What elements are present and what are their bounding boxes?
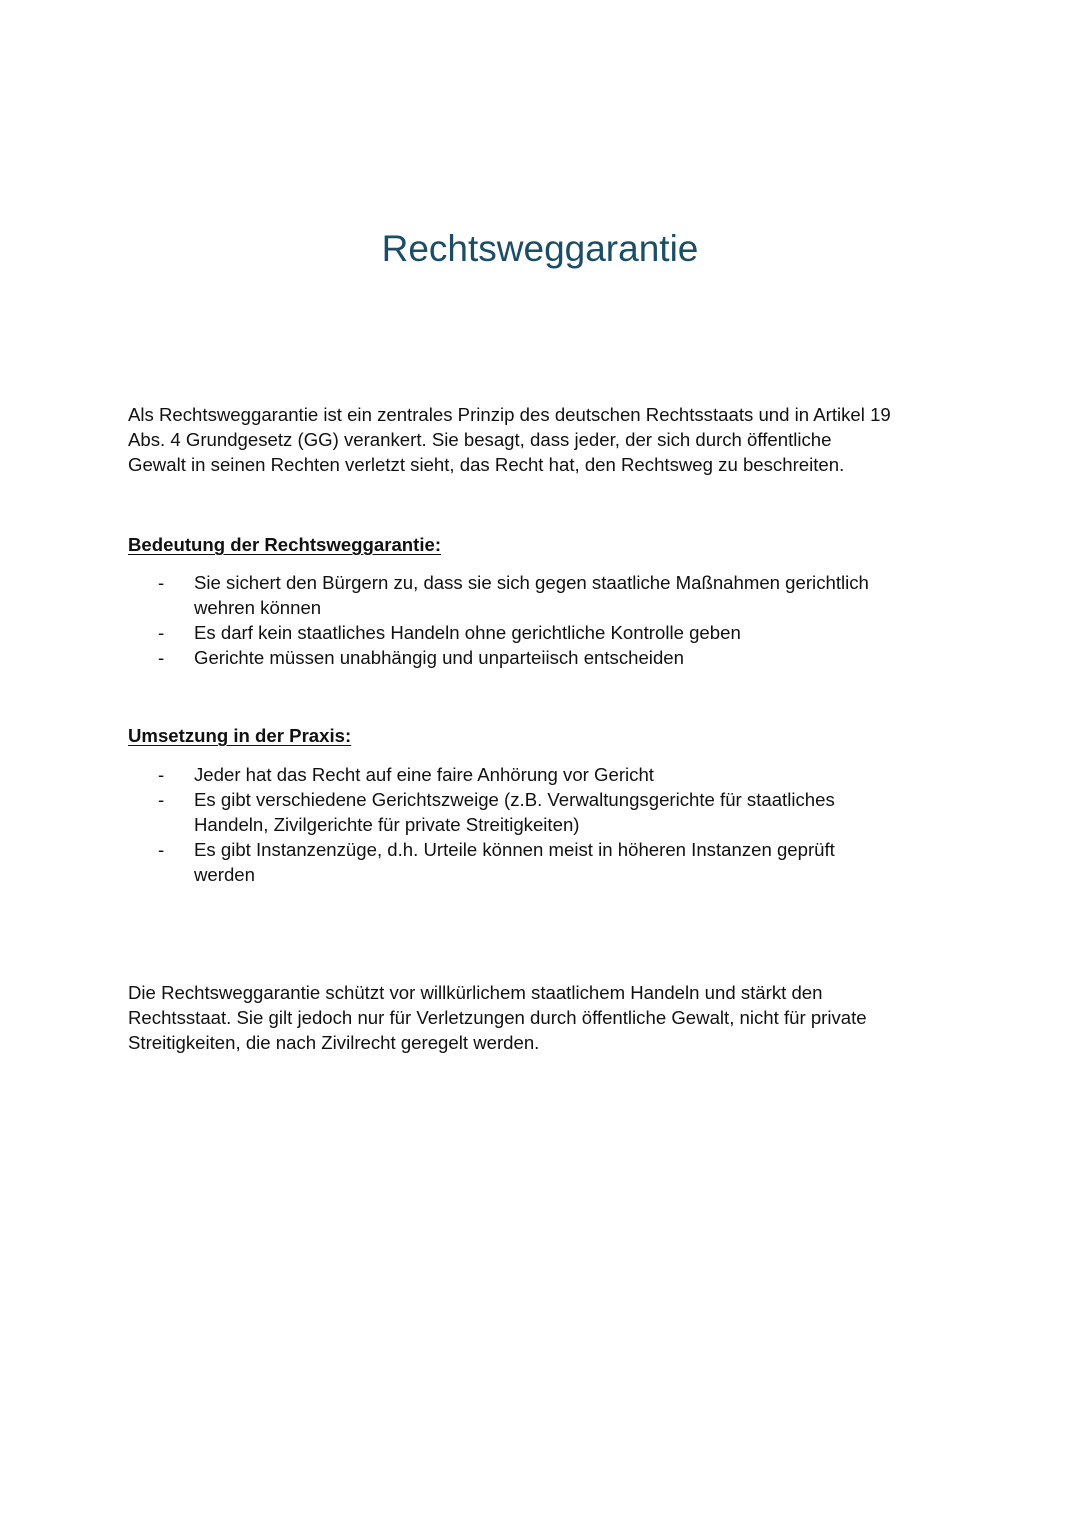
intro-paragraph xyxy=(128,402,958,477)
list-item-line: werden xyxy=(194,864,255,885)
bullet-dash: - xyxy=(158,839,165,860)
list-item-line: wehren können xyxy=(194,597,322,618)
conclusion-line: Die Rechtsweggarantie schützt vor willkürlichem staatlichem Handeln und stärkt den xyxy=(128,982,823,1003)
list-item xyxy=(128,787,958,837)
list-item xyxy=(128,570,958,620)
bullet-dash: - xyxy=(158,764,165,785)
bullet-dash: - xyxy=(158,647,165,668)
list-item-line: Es darf kein staatliches Handeln ohne gerichtliche Kontrolle geben xyxy=(194,622,741,643)
bullet-dash: - xyxy=(158,622,165,643)
intro-line: Abs. 4 Grundgesetz (GG) verankert. Sie besagt, dass jeder, der sich durch öffentliche xyxy=(128,429,832,450)
list-item-line: Jeder hat das Recht auf eine faire Anhörung vor Gericht xyxy=(194,764,654,785)
conclusion-line: Streitigkeiten, die nach Zivilrecht geregelt werden. xyxy=(128,1032,540,1053)
conclusion-line: Rechtsstaat. Sie gilt jedoch nur für Verletzungen durch öffentliche Gewalt, nicht für private xyxy=(128,1007,867,1028)
bullet-dash: - xyxy=(158,789,165,810)
list-item-line: Es gibt Instanzenzüge, d.h. Urteile können meist in höheren Instanzen geprüft xyxy=(194,839,835,860)
bullet-dash: - xyxy=(158,572,165,593)
conclusion-paragraph xyxy=(128,980,958,1055)
list-item xyxy=(128,620,958,645)
list-item xyxy=(128,762,958,787)
list-item-line: Es gibt verschiedene Gerichtszweige (z.B. Verwaltungsgerichte für staatliches xyxy=(194,789,835,810)
list-item-line: Gerichte müssen unabhängig und unparteiisch entscheiden xyxy=(194,647,684,668)
umsetzung-list xyxy=(128,762,958,887)
intro-line: Als Rechtsweggarantie ist ein zentrales Prinzip des deutschen Rechtsstaats und in Artikel 19 xyxy=(128,404,891,425)
list-item xyxy=(128,645,958,670)
list-item-line: Handeln, Zivilgerichte für private Streitigkeiten) xyxy=(194,814,580,835)
list-item xyxy=(128,837,958,887)
section-heading-umsetzung: Umsetzung in der Praxis: xyxy=(128,725,352,746)
intro-line: Gewalt in seinen Rechten verletzt sieht, das Recht hat, den Rechtsweg zu beschreiten. xyxy=(128,454,845,475)
bedeutung-list xyxy=(128,570,958,670)
page-title: Rechtsweggarantie xyxy=(381,228,699,269)
list-item-line: Sie sichert den Bürgern zu, dass sie sich gegen staatliche Maßnahmen gerichtlich xyxy=(194,572,869,593)
section-heading-bedeutung: Bedeutung der Rechtsweggarantie: xyxy=(128,534,442,555)
